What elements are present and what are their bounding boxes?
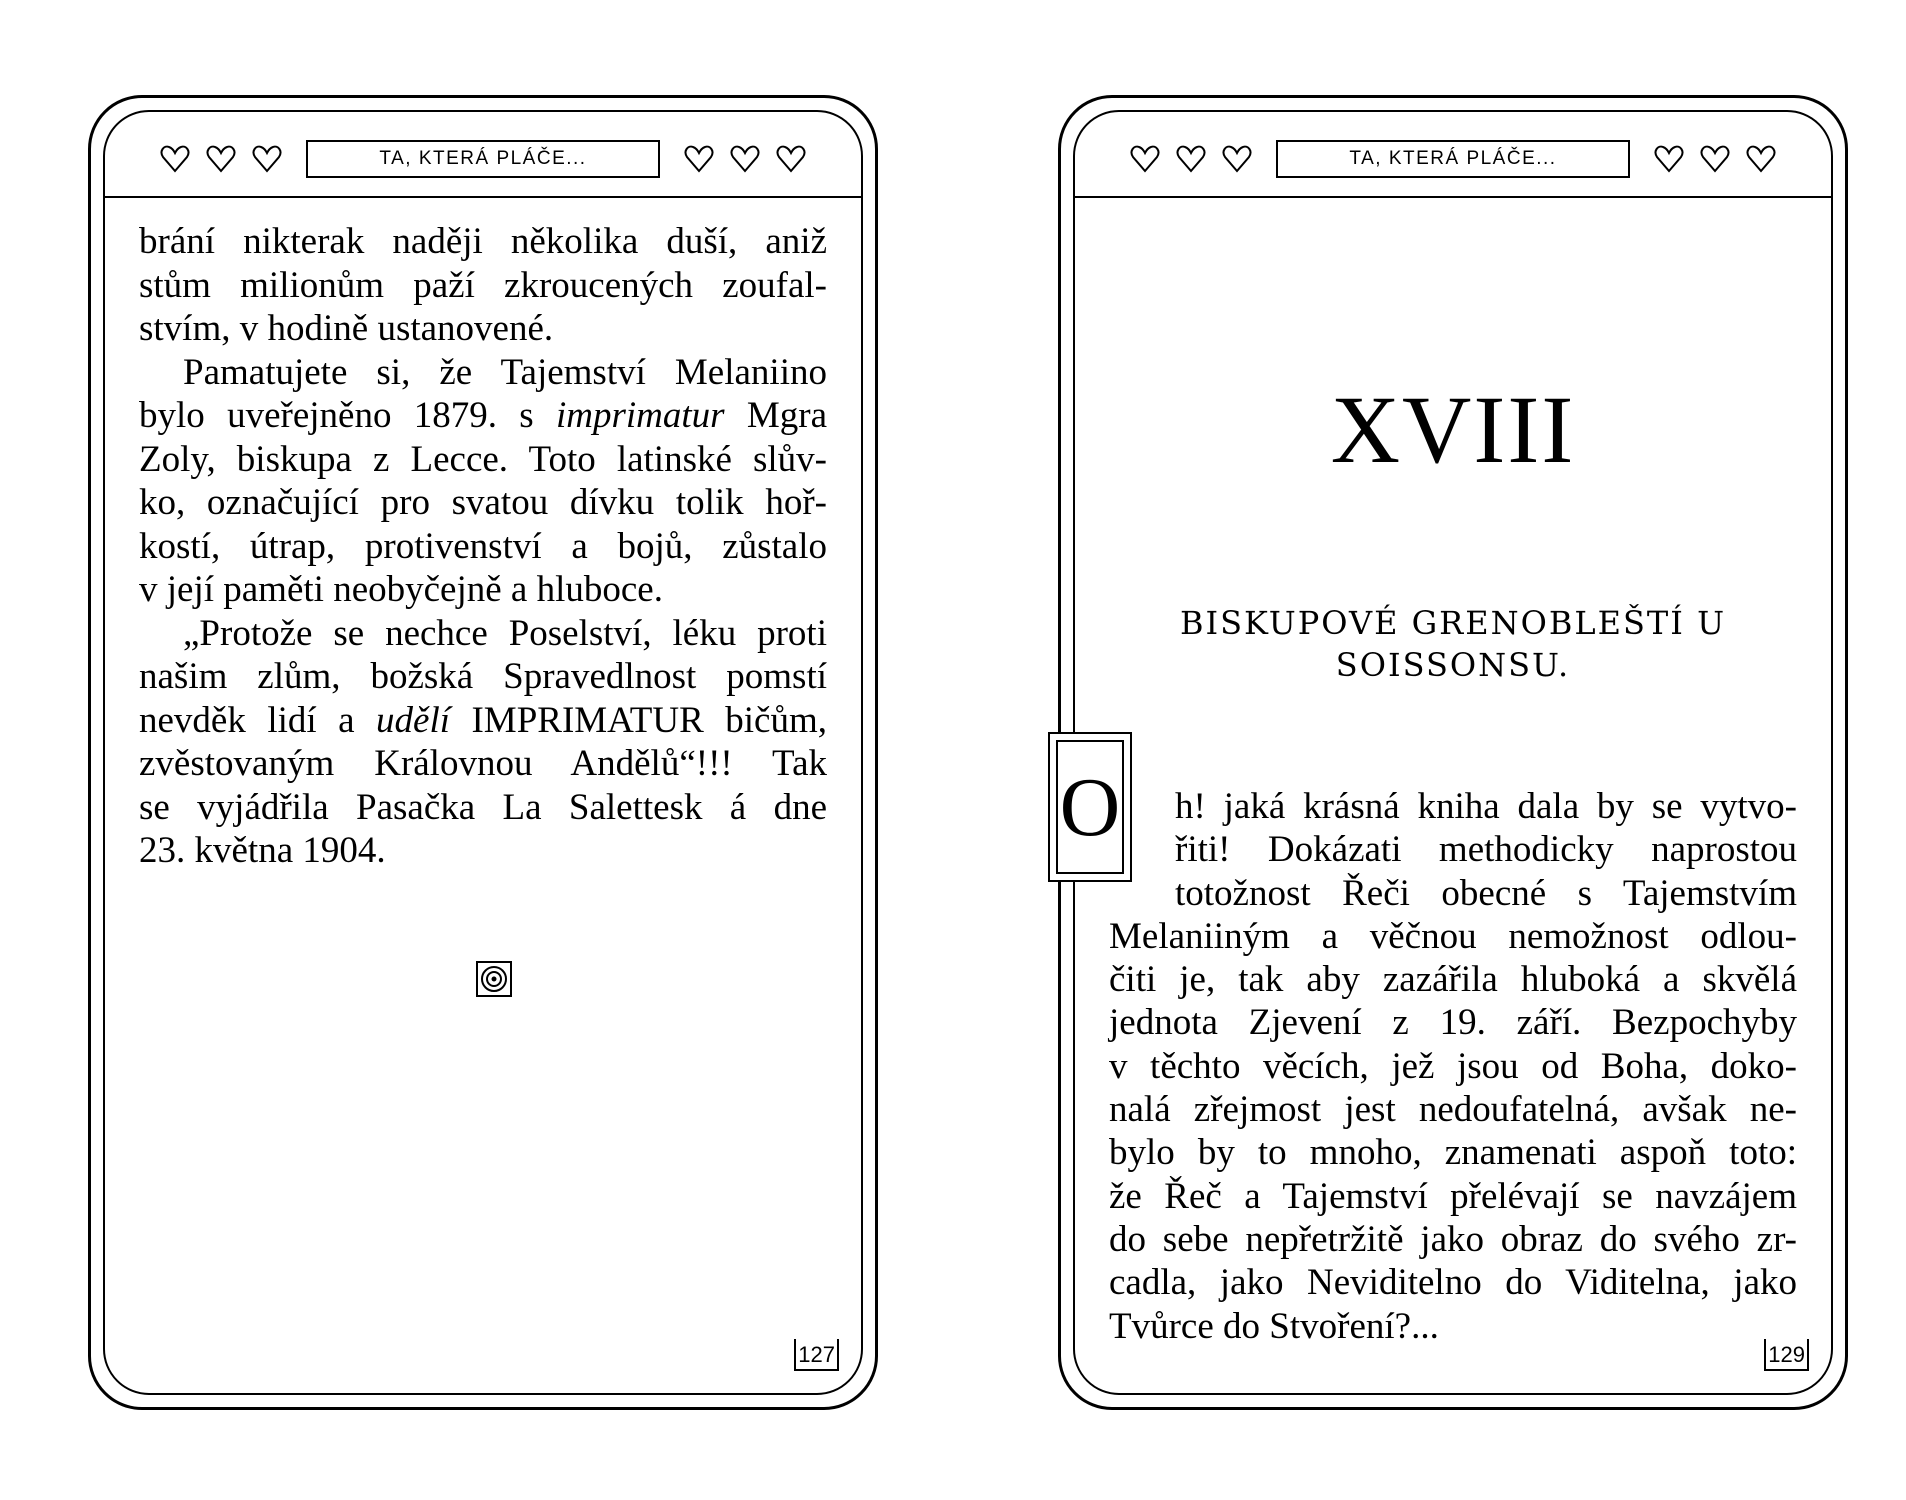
- text-line: Zoly, biskupa z Lecce. Toto latinské slův-: [139, 438, 827, 480]
- heart-icon: [1176, 145, 1206, 173]
- chapter-title-line: SOISSONSU.: [1335, 646, 1571, 684]
- heart-icon: [1222, 145, 1252, 173]
- text-line: že Řeč a Tajemství přelévají se navzájem: [1109, 1175, 1797, 1217]
- text-line: ko, označující pro svatou dívku tolik hoř-: [139, 482, 827, 523]
- text-line: 23. května 1904.: [139, 830, 386, 871]
- text-line: cadla, jako Neviditelno do Viditelna, jako: [1109, 1262, 1797, 1304]
- drop-cap: O: [1056, 740, 1124, 874]
- text-line: našim zlům, božská Spravedlnost pomstí: [139, 656, 827, 697]
- text-span: IMPRIMATUR bičům,: [450, 699, 827, 741]
- text-line: stvím, v hodině ustanovené.: [139, 308, 554, 349]
- right-body-text: [1109, 785, 1797, 1348]
- text-line: do sebe nepřetržitě jako obraz do svého zr-: [1109, 1218, 1797, 1260]
- text-line: v těchto věcích, jež jsou od Boha, doko-: [1109, 1045, 1797, 1087]
- heart-icon: [776, 145, 806, 173]
- page-number: 129: [1764, 1339, 1809, 1371]
- text-line: stům milionům paží zkroucených zoufal-: [139, 264, 827, 306]
- text-line: Tvůrce do Stvoření?...: [1109, 1305, 1439, 1347]
- text-line: se vyjádřila Pasačka La Salettesk á dne: [139, 786, 827, 828]
- header-rule: [1075, 196, 1831, 198]
- text-line: v její paměti neobyčejně a hluboce.: [139, 569, 663, 610]
- right-header-hearts-right: [1654, 145, 1776, 173]
- page-number: 127: [794, 1339, 839, 1371]
- text-line: brání nikterak naději několika duší, aniž: [139, 221, 827, 262]
- italic-term: imprimatur: [555, 395, 725, 436]
- text-line: totožnost Řeči obecné s Tajemstvím: [1175, 872, 1797, 914]
- text-span: Mgra: [746, 395, 828, 436]
- text-span: nevděk lidí a: [139, 699, 377, 741]
- heart-icon: [1654, 145, 1684, 173]
- heart-icon: [730, 145, 760, 173]
- left-running-header: [105, 134, 861, 184]
- heart-icon: [684, 145, 714, 173]
- italic-term: udělí: [376, 699, 450, 741]
- left-page: [88, 95, 878, 1410]
- text-span: bylo uveřejněno 1879. s: [139, 395, 556, 436]
- heart-icon: [1130, 145, 1160, 173]
- left-body-text: [139, 220, 827, 873]
- right-page-inner-frame: [1059, 110, 1833, 1395]
- header-rule: [105, 196, 861, 198]
- heart-icon: [206, 145, 236, 173]
- heart-icon: [160, 145, 190, 173]
- right-header-hearts-left: [1130, 145, 1252, 173]
- chapter-title-line: BISKUPOVÉ GRENOBLEŠTÍ U: [1179, 604, 1727, 642]
- heart-icon: [252, 145, 282, 173]
- text-line: Pamatujete si, že Tajemství Melaniino: [183, 351, 827, 393]
- text-line: [139, 699, 827, 743]
- spiral-ornament-icon: [475, 960, 513, 998]
- right-page: [1058, 95, 1848, 1410]
- chapter-title: [1095, 602, 1811, 686]
- text-line: zvěstovaným Královnou Andělů“!!! Tak: [139, 743, 827, 784]
- text-line: bylo by to mnoho, znamenati aspoň toto:: [1109, 1132, 1797, 1174]
- text-line: čiti je, tak aby zazářila hluboká a skvělá: [1109, 959, 1797, 1001]
- text-line: jednota Zjevení z 19. září. Bezpochyby: [1109, 1002, 1797, 1044]
- text-line: nalá zřejmost jest nedoufatelná, avšak ne-: [1109, 1089, 1797, 1131]
- text-line: „Protože se nechce Poselství, léku proti: [183, 612, 827, 654]
- running-title: TA, KTERÁ PLÁČE...: [306, 140, 660, 178]
- text-line: kostí, útrap, protivenství a bojů, zůstalo: [139, 525, 827, 567]
- left-page-inner-frame: [103, 110, 863, 1395]
- heart-icon: [1700, 145, 1730, 173]
- left-header-hearts-left: [160, 145, 282, 173]
- left-header-hearts-right: [684, 145, 806, 173]
- chapter-number: XVIII: [1330, 376, 1576, 483]
- text-line: h! jaká krásná kniha dala by se vytvo-: [1175, 786, 1797, 827]
- right-running-header: [1075, 134, 1831, 184]
- text-line: řiti! Dokázati methodicky naprostou: [1175, 829, 1797, 871]
- text-line: [139, 394, 827, 438]
- running-title: TA, KTERÁ PLÁČE...: [1276, 140, 1630, 178]
- text-line: Melaniiným a věčnou nemožnost odlou-: [1109, 915, 1797, 957]
- heart-icon: [1746, 145, 1776, 173]
